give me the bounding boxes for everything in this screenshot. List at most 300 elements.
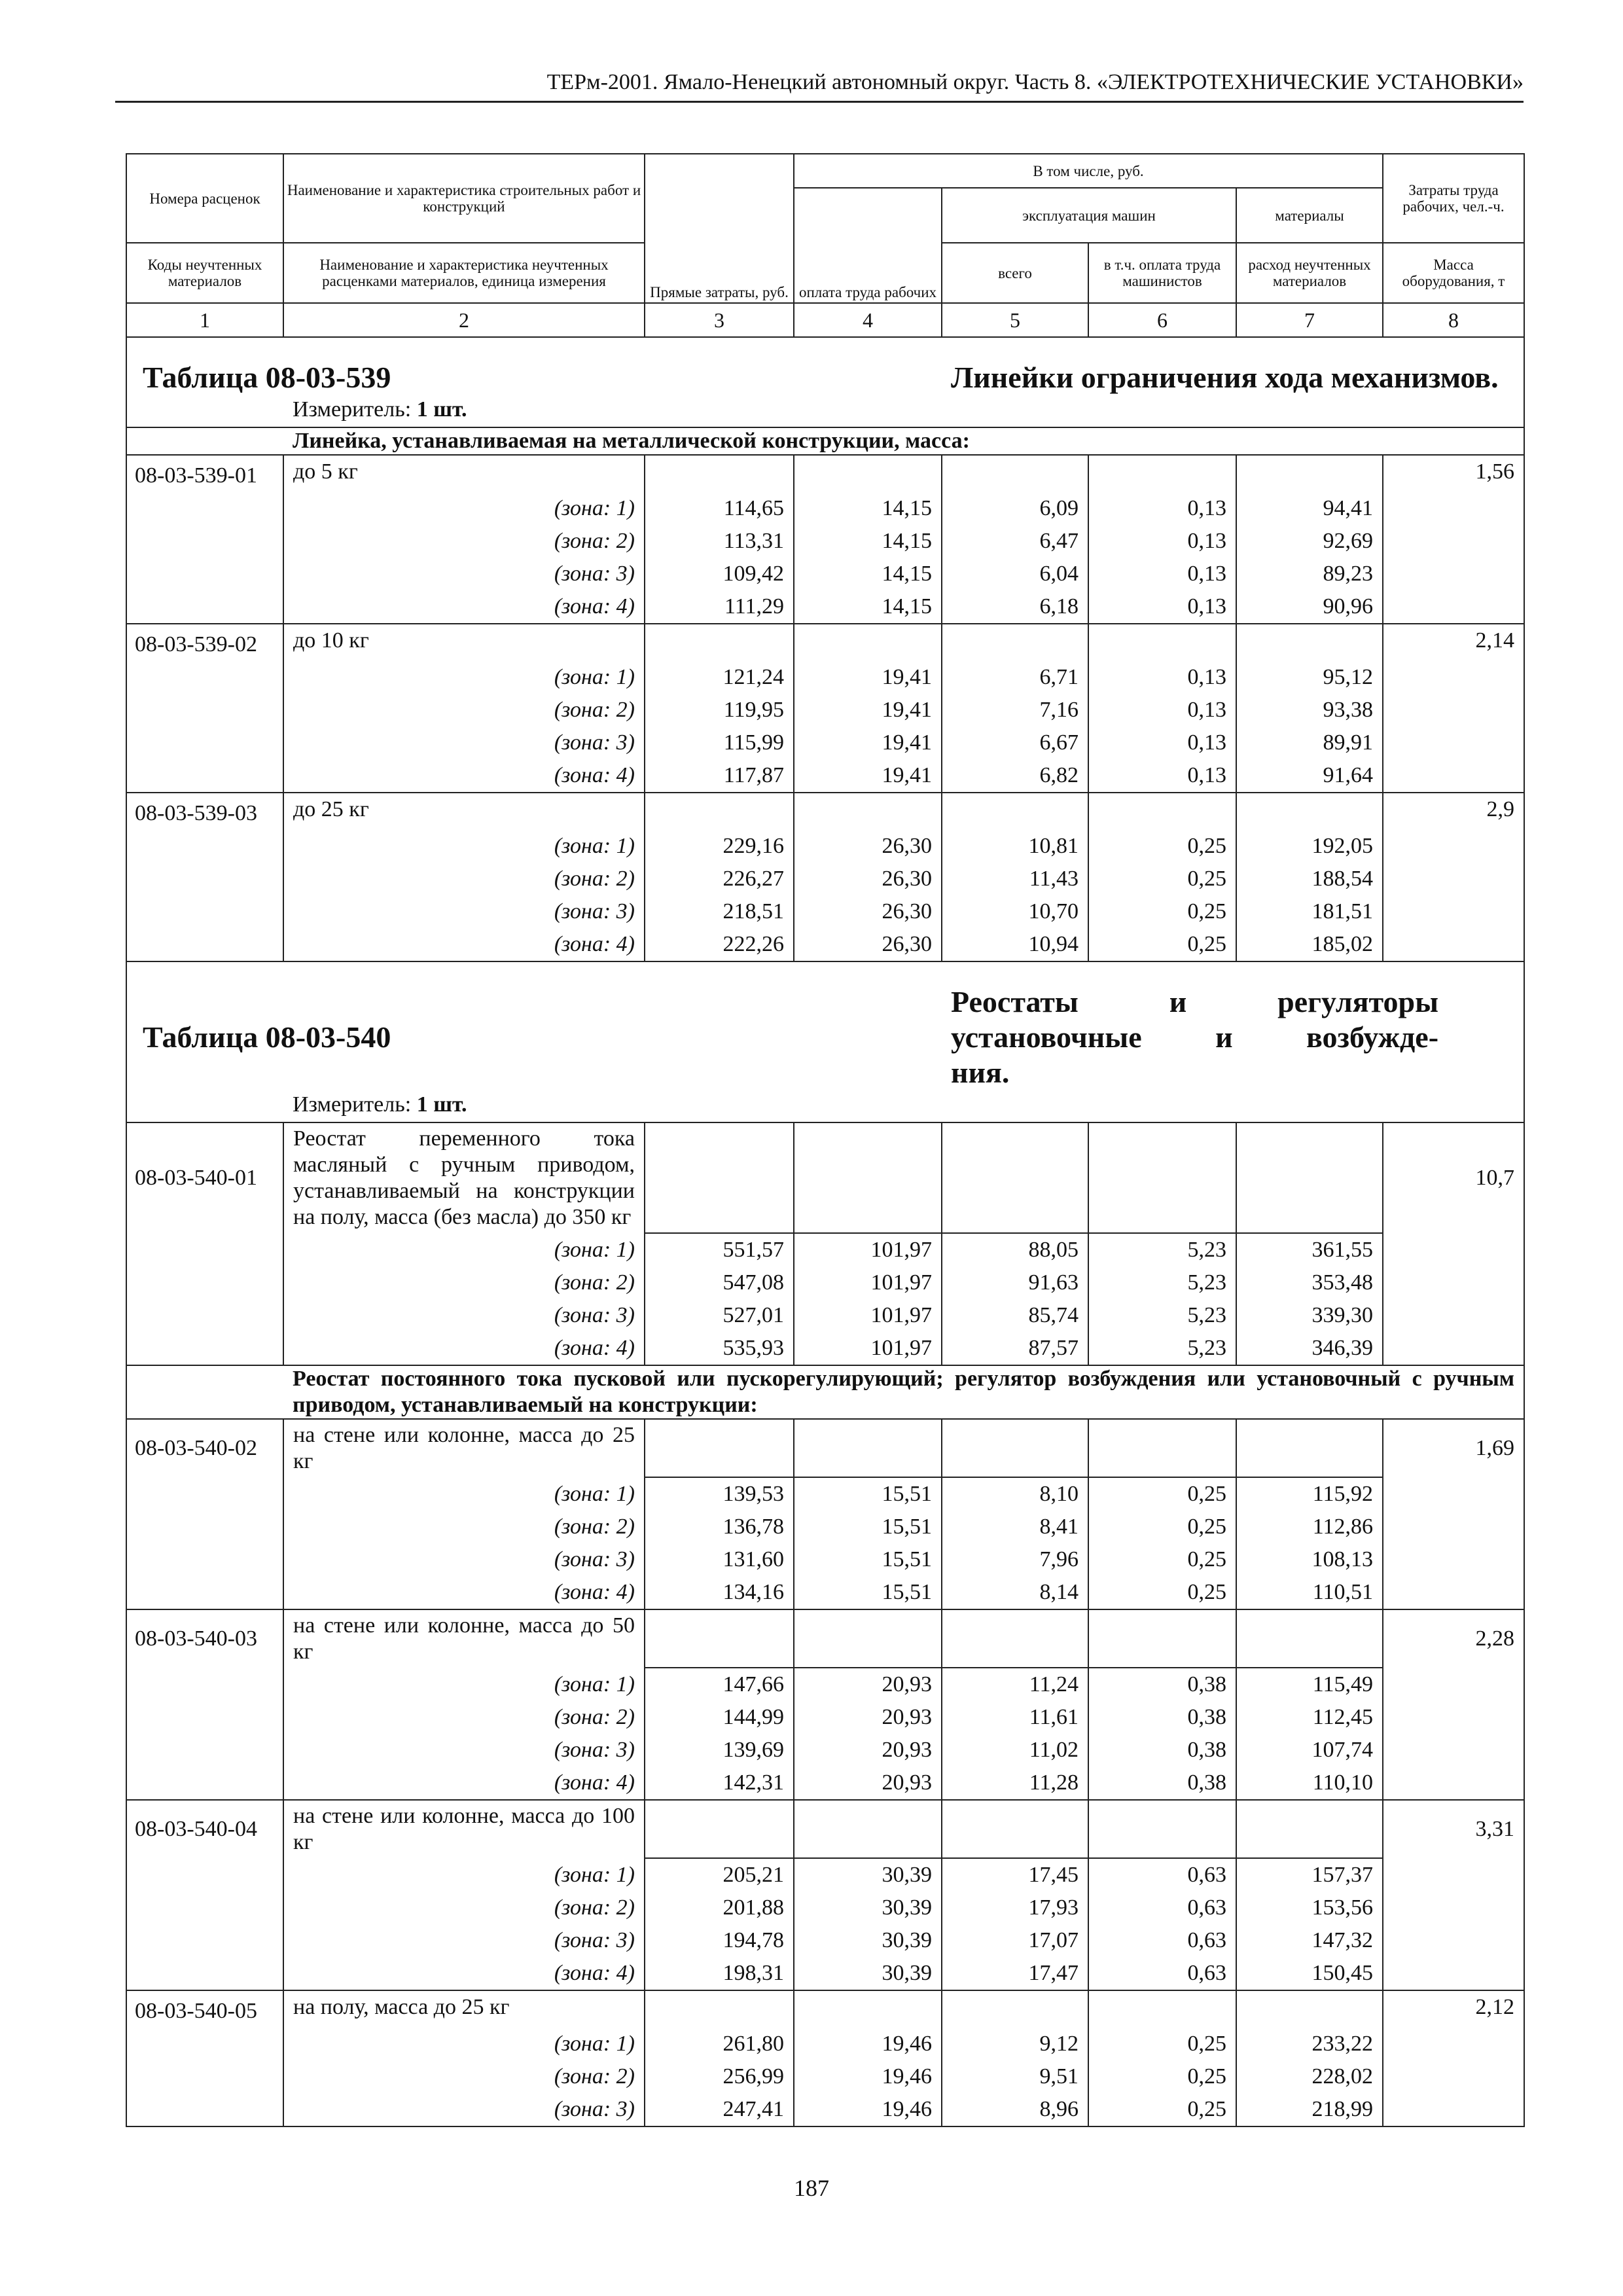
worker-pay: 14,15 — [794, 525, 942, 558]
direct-costs: 115,99 — [645, 726, 794, 759]
machine-total: 6,47 — [942, 525, 1088, 558]
labor-spacer — [1383, 590, 1524, 624]
table-row — [126, 1419, 1524, 1477]
zone-row — [126, 492, 1524, 525]
zone-label: (зона: 3) — [283, 895, 645, 928]
work-description: до 5 кг — [283, 455, 645, 492]
operator-pay: 0,25 — [1088, 1576, 1236, 1609]
zone-label: (зона: 4) — [283, 1767, 645, 1800]
operator-pay: 0,13 — [1088, 759, 1236, 793]
materials-consumption: 353,48 — [1236, 1266, 1383, 1299]
work-description: до 10 кг — [283, 624, 645, 661]
direct-costs: 134,16 — [645, 1576, 794, 1609]
operator-pay: 0,63 — [1088, 1858, 1236, 1892]
zone-row — [126, 1701, 1524, 1734]
zone-label: (зона: 1) — [283, 830, 645, 863]
materials-consumption: 112,45 — [1236, 1701, 1383, 1734]
column-number: 8 — [1383, 303, 1524, 337]
labor-spacer — [1383, 1701, 1524, 1734]
operator-pay: 0,63 — [1088, 1924, 1236, 1957]
zone-row — [126, 726, 1524, 759]
operator-pay: 0,25 — [1088, 1477, 1236, 1511]
zone-label: (зона: 3) — [283, 1543, 645, 1576]
empty-cell — [942, 1419, 1088, 1477]
zone-label: (зона: 1) — [283, 1233, 645, 1266]
worker-pay: 14,15 — [794, 558, 942, 590]
materials-consumption: 153,56 — [1236, 1892, 1383, 1924]
labor-spacer — [1383, 1957, 1524, 1990]
empty-cell — [1088, 1800, 1236, 1858]
empty-cell — [645, 1122, 794, 1233]
machine-total: 17,45 — [942, 1858, 1088, 1892]
empty-cell — [1236, 1800, 1383, 1858]
materials-consumption: 188,54 — [1236, 863, 1383, 895]
machine-total: 9,51 — [942, 2060, 1088, 2093]
direct-costs: 111,29 — [645, 590, 794, 624]
operator-pay: 5,23 — [1088, 1332, 1236, 1365]
materials-consumption: 91,64 — [1236, 759, 1383, 793]
labor-spacer — [1383, 492, 1524, 525]
table-row — [126, 1609, 1524, 1668]
empty-cell — [645, 793, 794, 830]
machine-total: 11,28 — [942, 1767, 1088, 1800]
zone-label: (зона: 3) — [283, 726, 645, 759]
labor-spacer — [1383, 1924, 1524, 1957]
code-spacer — [126, 1701, 283, 1734]
header-uncounted-consumption: расход неучтенных материалов — [1236, 243, 1383, 303]
worker-pay: 101,97 — [794, 1266, 942, 1299]
worker-pay: 101,97 — [794, 1233, 942, 1266]
operator-pay: 0,25 — [1088, 1511, 1236, 1543]
direct-costs: 247,41 — [645, 2093, 794, 2126]
operator-pay: 5,23 — [1088, 1266, 1236, 1299]
worker-pay: 26,30 — [794, 928, 942, 961]
labor-spacer — [1383, 1299, 1524, 1332]
labor-spacer — [1383, 830, 1524, 863]
worker-pay: 15,51 — [794, 1511, 942, 1543]
table-title-row — [126, 337, 1524, 395]
table-name-line: Реостаты и регуляторы установочные и возбужде- — [951, 985, 1439, 1054]
empty-cell — [942, 1800, 1088, 1858]
empty-cell — [1088, 1990, 1236, 2028]
empty-cell — [794, 1990, 942, 2028]
zone-row — [126, 1332, 1524, 1365]
zone-label: (зона: 1) — [283, 1477, 645, 1511]
zone-label: (зона: 2) — [283, 1266, 645, 1299]
bottom-border — [126, 2126, 1524, 2127]
empty-cell — [1236, 1609, 1383, 1668]
code-spacer — [126, 1477, 283, 1511]
worker-pay: 19,46 — [794, 2028, 942, 2060]
materials-consumption: 89,91 — [1236, 726, 1383, 759]
zone-row — [126, 1858, 1524, 1892]
zone-label: (зона: 3) — [283, 1924, 645, 1957]
header-materials: материалы — [1236, 188, 1383, 243]
code-spacer — [126, 1957, 283, 1990]
zone-row — [126, 1543, 1524, 1576]
materials-consumption: 110,10 — [1236, 1767, 1383, 1800]
empty-cell — [645, 1609, 794, 1668]
header-incl-operator-pay: в т.ч. оплата труда машинистов — [1088, 243, 1236, 303]
empty-cell — [794, 1800, 942, 1858]
worker-pay: 101,97 — [794, 1332, 942, 1365]
machine-total: 91,63 — [942, 1266, 1088, 1299]
header-machine-operation: эксплуатация машин — [942, 188, 1236, 243]
worker-pay: 19,41 — [794, 661, 942, 694]
code-spacer — [126, 1892, 283, 1924]
empty-cell — [942, 624, 1088, 661]
meter-row — [126, 395, 1524, 427]
price-code: 08-03-540-04 — [126, 1800, 283, 1858]
code-spacer — [126, 863, 283, 895]
labor-spacer — [1383, 1332, 1524, 1365]
code-spacer — [126, 1266, 283, 1299]
work-description: на стене или колонне, масса до 50 кг — [283, 1609, 645, 1668]
labor-spacer — [1383, 694, 1524, 726]
worker-pay: 26,30 — [794, 863, 942, 895]
machine-total: 7,96 — [942, 1543, 1088, 1576]
zone-label: (зона: 1) — [283, 2028, 645, 2060]
zone-row — [126, 895, 1524, 928]
zone-row — [126, 694, 1524, 726]
zone-label: (зона: 4) — [283, 928, 645, 961]
machine-total: 6,18 — [942, 590, 1088, 624]
zone-row — [126, 1924, 1524, 1957]
table-row — [126, 455, 1524, 492]
worker-pay: 30,39 — [794, 1858, 942, 1892]
machine-total: 7,16 — [942, 694, 1088, 726]
code-spacer — [126, 2060, 283, 2093]
operator-pay: 0,63 — [1088, 1892, 1236, 1924]
direct-costs: 113,31 — [645, 525, 794, 558]
empty-cell — [645, 455, 794, 492]
machine-total: 11,02 — [942, 1734, 1088, 1767]
column-number: 7 — [1236, 303, 1383, 337]
labor-spacer — [1383, 1266, 1524, 1299]
machine-total: 6,82 — [942, 759, 1088, 793]
meter-value: 1 шт. — [416, 1092, 467, 1117]
materials-consumption: 218,99 — [1236, 2093, 1383, 2126]
labor-spacer — [1383, 928, 1524, 961]
table-row — [126, 1800, 1524, 1858]
labor-spacer — [1383, 2028, 1524, 2060]
table-title: Таблица 08-03-539 — [126, 337, 942, 395]
code-spacer — [126, 759, 283, 793]
empty-cell — [942, 793, 1088, 830]
direct-costs: 131,60 — [645, 1543, 794, 1576]
empty-cell — [645, 1990, 794, 2028]
header-price-numbers: Номера расценок — [126, 154, 283, 243]
code-spacer — [126, 1576, 283, 1609]
zone-label: (зона: 2) — [283, 1892, 645, 1924]
materials-consumption: 108,13 — [1236, 1543, 1383, 1576]
worker-pay: 19,46 — [794, 2060, 942, 2093]
empty-cell — [1236, 1122, 1383, 1233]
zone-label: (зона: 2) — [283, 1701, 645, 1734]
operator-pay: 0,13 — [1088, 726, 1236, 759]
worker-pay: 20,93 — [794, 1734, 942, 1767]
machine-total: 8,96 — [942, 2093, 1088, 2126]
operator-pay: 0,13 — [1088, 492, 1236, 525]
materials-consumption: 339,30 — [1236, 1299, 1383, 1332]
table-body — [126, 337, 1524, 2127]
price-code: 08-03-539-01 — [126, 455, 283, 492]
labor-spacer — [1383, 1668, 1524, 1701]
price-code: 08-03-540-01 — [126, 1122, 283, 1233]
worker-pay: 14,15 — [794, 492, 942, 525]
work-description: на полу, масса до 25 кг — [283, 1990, 645, 2028]
materials-consumption: 112,86 — [1236, 1511, 1383, 1543]
empty-cell — [1088, 1609, 1236, 1668]
work-description: Реостат переменного тока масляный с ручным приводом, устанавливаемый на конструкции на полу, масса (без масла) до 350 кг — [283, 1122, 645, 1233]
zone-row — [126, 928, 1524, 961]
code-spacer — [126, 1734, 283, 1767]
price-code: 08-03-540-03 — [126, 1609, 283, 1668]
empty-cell — [1236, 1419, 1383, 1477]
code-spacer — [126, 928, 283, 961]
labor-spacer — [1383, 759, 1524, 793]
materials-consumption: 185,02 — [1236, 928, 1383, 961]
worker-pay: 19,41 — [794, 726, 942, 759]
materials-consumption: 93,38 — [1236, 694, 1383, 726]
materials-consumption: 361,55 — [1236, 1233, 1383, 1266]
machine-total: 17,47 — [942, 1957, 1088, 1990]
machine-total: 9,12 — [942, 2028, 1088, 2060]
labor-spacer — [1383, 525, 1524, 558]
header-equipment-mass: Масса оборудования, т — [1383, 243, 1524, 303]
column-number: 4 — [794, 303, 942, 337]
labor-spacer — [1383, 895, 1524, 928]
meter-spacer — [126, 1090, 283, 1122]
labor-spacer — [1383, 863, 1524, 895]
empty-cell — [1088, 793, 1236, 830]
meter-value: 1 шт. — [416, 397, 467, 422]
direct-costs: 147,66 — [645, 1668, 794, 1701]
materials-consumption: 107,74 — [1236, 1734, 1383, 1767]
price-code: 08-03-540-05 — [126, 1990, 283, 2028]
work-description: на стене или колонне, масса до 100 кг — [283, 1800, 645, 1858]
materials-consumption: 157,37 — [1236, 1858, 1383, 1892]
column-number: 1 — [126, 303, 283, 337]
table-row — [126, 1990, 1524, 2028]
zone-row — [126, 2093, 1524, 2126]
direct-costs: 121,24 — [645, 661, 794, 694]
empty-cell — [1088, 455, 1236, 492]
column-number: 3 — [645, 303, 794, 337]
machine-total: 8,41 — [942, 1511, 1088, 1543]
price-table — [126, 153, 1525, 2127]
code-spacer — [126, 1543, 283, 1576]
running-header: ТЕРм-2001. Ямало-Ненецкий автономный округ. Часть 8. «ЭЛЕКТРОТЕХНИЧЕСКИЕ УСТАНОВКИ» — [115, 68, 1524, 103]
work-description: на стене или колонне, масса до 25 кг — [283, 1419, 645, 1477]
machine-total: 6,67 — [942, 726, 1088, 759]
zone-label: (зона: 4) — [283, 1957, 645, 1990]
header-direct-costs: Прямые затраты, руб. — [645, 154, 794, 303]
code-spacer — [126, 1668, 283, 1701]
labor-spacer — [1383, 1233, 1524, 1266]
direct-costs: 194,78 — [645, 1924, 794, 1957]
meter-row — [126, 1090, 1524, 1122]
empty-cell — [645, 1419, 794, 1477]
operator-pay: 0,13 — [1088, 590, 1236, 624]
labor-spacer — [1383, 1477, 1524, 1511]
column-number: 2 — [283, 303, 645, 337]
machine-total: 6,09 — [942, 492, 1088, 525]
materials-consumption: 90,96 — [1236, 590, 1383, 624]
code-spacer — [126, 1858, 283, 1892]
operator-pay: 0,13 — [1088, 694, 1236, 726]
direct-costs: 205,21 — [645, 1858, 794, 1892]
operator-pay: 0,25 — [1088, 1543, 1236, 1576]
empty-cell — [1236, 793, 1383, 830]
operator-pay: 0,25 — [1088, 863, 1236, 895]
meter-label: Измеритель: — [293, 1092, 412, 1117]
machine-total: 85,74 — [942, 1299, 1088, 1332]
empty-cell — [1088, 1122, 1236, 1233]
materials-consumption: 192,05 — [1236, 830, 1383, 863]
labor-costs: 2,12 — [1383, 1990, 1524, 2028]
labor-spacer — [1383, 1511, 1524, 1543]
machine-total: 6,04 — [942, 558, 1088, 590]
zone-row — [126, 1892, 1524, 1924]
table-name-line: ния. — [951, 1056, 1010, 1089]
machine-total: 6,71 — [942, 661, 1088, 694]
empty-cell — [1236, 455, 1383, 492]
direct-costs: 551,57 — [645, 1233, 794, 1266]
empty-cell — [794, 1419, 942, 1477]
code-spacer — [126, 1332, 283, 1365]
code-spacer — [126, 590, 283, 624]
zone-label: (зона: 3) — [283, 558, 645, 590]
meter-text — [283, 395, 1524, 427]
header-uncounted-names: Наименование и характеристика неучтенных расценками материалов, единица измерения — [283, 243, 645, 303]
labor-costs: 10,7 — [1383, 1122, 1524, 1233]
direct-costs: 119,95 — [645, 694, 794, 726]
empty-cell — [794, 793, 942, 830]
machine-total: 8,10 — [942, 1477, 1088, 1511]
worker-pay: 26,30 — [794, 830, 942, 863]
materials-consumption: 228,02 — [1236, 2060, 1383, 2093]
header-worker-pay: оплата труда рабочих — [794, 188, 942, 303]
direct-costs: 527,01 — [645, 1299, 794, 1332]
zone-label: (зона: 1) — [283, 661, 645, 694]
operator-pay: 0,13 — [1088, 525, 1236, 558]
zone-row — [126, 558, 1524, 590]
code-spacer — [126, 661, 283, 694]
meter-spacer — [126, 395, 283, 427]
machine-total: 11,24 — [942, 1668, 1088, 1701]
code-spacer — [126, 694, 283, 726]
empty-cell — [1088, 1419, 1236, 1477]
zone-label: (зона: 1) — [283, 1668, 645, 1701]
materials-consumption: 115,92 — [1236, 1477, 1383, 1511]
price-code: 08-03-539-03 — [126, 793, 283, 830]
empty-cell — [645, 1800, 794, 1858]
worker-pay: 20,93 — [794, 1668, 942, 1701]
materials-consumption: 92,69 — [1236, 525, 1383, 558]
table-name — [942, 962, 1524, 1090]
code-spacer — [126, 492, 283, 525]
code-spacer — [126, 558, 283, 590]
worker-pay: 30,39 — [794, 1924, 942, 1957]
machine-total: 10,94 — [942, 928, 1088, 961]
direct-costs: 535,93 — [645, 1332, 794, 1365]
zone-label: (зона: 2) — [283, 694, 645, 726]
labor-costs: 2,9 — [1383, 793, 1524, 830]
header-work-name: Наименование и характеристика строительных работ и конструкций — [283, 154, 645, 243]
group-heading: Реостат постоянного тока пусковой или пускорегулирующий; регулятор возбуждения или установочный с ручным приводом, устанавливаемый на конструкции: — [283, 1365, 1524, 1419]
code-spacer — [126, 2093, 283, 2126]
materials-consumption: 115,49 — [1236, 1668, 1383, 1701]
worker-pay: 26,30 — [794, 895, 942, 928]
labor-spacer — [1383, 1734, 1524, 1767]
zone-label: (зона: 2) — [283, 2060, 645, 2093]
operator-pay: 0,38 — [1088, 1668, 1236, 1701]
zone-row — [126, 1734, 1524, 1767]
zone-row — [126, 1266, 1524, 1299]
code-spacer — [126, 830, 283, 863]
operator-pay: 0,38 — [1088, 1701, 1236, 1734]
operator-pay: 0,13 — [1088, 661, 1236, 694]
materials-consumption: 233,22 — [1236, 2028, 1383, 2060]
price-code: 08-03-540-02 — [126, 1419, 283, 1477]
code-spacer — [126, 726, 283, 759]
code-spacer — [126, 1767, 283, 1800]
zone-label: (зона: 4) — [283, 759, 645, 793]
labor-spacer — [1383, 1576, 1524, 1609]
header-total: всего — [942, 243, 1088, 303]
materials-consumption: 150,45 — [1236, 1957, 1383, 1990]
labor-spacer — [1383, 558, 1524, 590]
labor-spacer — [1383, 2060, 1524, 2093]
header-labor-costs: Затраты труда рабочих, чел.-ч. — [1383, 154, 1524, 243]
empty-cell — [1236, 624, 1383, 661]
machine-total: 87,57 — [942, 1332, 1088, 1365]
zone-row — [126, 1576, 1524, 1609]
table-row — [126, 1122, 1524, 1233]
table-title: Таблица 08-03-540 — [126, 962, 942, 1090]
zone-row — [126, 590, 1524, 624]
direct-costs: 218,51 — [645, 895, 794, 928]
zone-row — [126, 1668, 1524, 1701]
empty-cell — [794, 624, 942, 661]
zone-row — [126, 1299, 1524, 1332]
machine-total: 8,14 — [942, 1576, 1088, 1609]
machine-total: 10,81 — [942, 830, 1088, 863]
direct-costs: 136,78 — [645, 1511, 794, 1543]
table-row — [126, 793, 1524, 830]
direct-costs: 114,65 — [645, 492, 794, 525]
worker-pay: 20,93 — [794, 1701, 942, 1734]
group-spacer — [126, 1365, 283, 1419]
empty-cell — [942, 1990, 1088, 2028]
zone-label: (зона: 3) — [283, 1299, 645, 1332]
labor-spacer — [1383, 726, 1524, 759]
zone-label: (зона: 4) — [283, 590, 645, 624]
table-title-row — [126, 962, 1524, 1090]
code-spacer — [126, 1924, 283, 1957]
empty-cell — [645, 624, 794, 661]
machine-total: 17,07 — [942, 1924, 1088, 1957]
worker-pay: 14,15 — [794, 590, 942, 624]
machine-total: 88,05 — [942, 1233, 1088, 1266]
labor-spacer — [1383, 1892, 1524, 1924]
worker-pay: 30,39 — [794, 1892, 942, 1924]
worker-pay: 19,41 — [794, 694, 942, 726]
meter-text — [283, 1090, 1524, 1122]
direct-costs: 547,08 — [645, 1266, 794, 1299]
direct-costs: 109,42 — [645, 558, 794, 590]
